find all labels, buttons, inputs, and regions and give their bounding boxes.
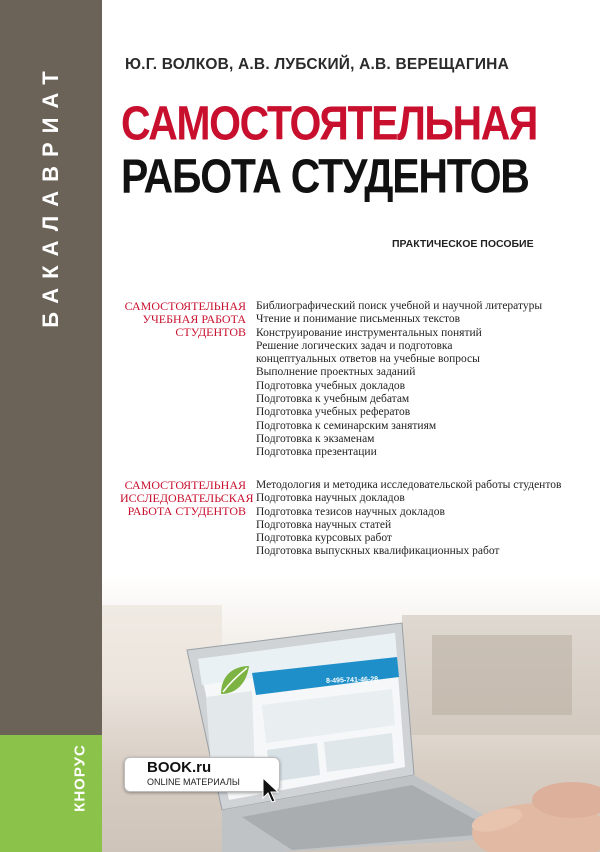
title-line-1: САМОСТОЯТЕЛЬНАЯ xyxy=(121,96,537,151)
badge-title: BOOK.ru xyxy=(147,759,212,776)
laptop-photo xyxy=(102,575,600,852)
list-item: Подготовка презентации xyxy=(256,446,377,459)
section-2-label xyxy=(120,478,254,518)
list-item: Подготовка учебных рефератов xyxy=(256,406,411,419)
list-item: концептуальных ответов на учебные вопросы xyxy=(256,353,480,366)
laptop-illustration xyxy=(102,575,600,852)
screen-phone-number: 8-495-741-46-28 xyxy=(325,676,379,685)
list-item: Подготовка к семинарским занятиям xyxy=(256,419,437,432)
badge-subtitle: ONLINE МАТЕРИАЛЫ xyxy=(147,777,240,787)
list-item: Решение логических задач и подготовка xyxy=(256,339,453,352)
section-1-label xyxy=(120,300,246,339)
title-line-2: РАБОТА СТУДЕНТОВ xyxy=(121,149,529,204)
section-2-list xyxy=(256,479,561,559)
list-item: Подготовка выпускных квалификационных работ xyxy=(256,545,500,558)
list-item: Подготовка научных статей xyxy=(256,518,392,531)
section-2-label-line: РАБОТА СТУДЕНТОВ xyxy=(127,504,246,518)
list-item: Подготовка тезисов научных докладов xyxy=(256,505,445,518)
section-1-label-line: САМОСТОЯТЕЛЬНАЯ xyxy=(124,299,246,313)
list-item: Подготовка к учебным дебатам xyxy=(256,393,410,406)
book-ru-badge xyxy=(124,757,280,792)
section-2-label-line: САМОСТОЯТЕЛЬНАЯ xyxy=(124,478,246,492)
leaf-logo-icon xyxy=(215,660,255,700)
list-item: Подготовка к экзаменам xyxy=(256,432,375,445)
list-item: Библиографический поиск учебной и научной литературы xyxy=(256,300,543,312)
list-item: Подготовка курсовых работ xyxy=(256,532,392,545)
subtitle: ПРАКТИЧЕСКОЕ ПОСОБИЕ xyxy=(392,238,534,250)
publisher-label: КНОРУС xyxy=(71,744,89,812)
section-1-list xyxy=(256,300,542,460)
authors: Ю.Г. ВОЛКОВ, А.В. ЛУБСКИЙ, А.В. ВЕРЕЩАГИНА xyxy=(125,56,509,73)
section-1-label-line: СТУДЕНТОВ xyxy=(175,325,246,339)
list-item: Конструирование инструментальных понятий xyxy=(256,326,482,339)
list-item: Подготовка научных докладов xyxy=(256,492,405,505)
section-1-label-line: УЧЕБНАЯ РАБОТА xyxy=(142,312,246,326)
series-label: БАКАЛАВРИАТ xyxy=(38,62,63,328)
section-2-label-line: ИССЛЕДОВАТЕЛЬСКАЯ xyxy=(120,491,254,505)
cursor-arrow-icon xyxy=(262,777,280,803)
list-item: Чтение и понимание письменных текстов xyxy=(256,313,461,326)
list-item: Выполнение проектных заданий xyxy=(256,366,416,379)
list-item: Подготовка учебных докладов xyxy=(256,379,406,392)
list-item: Методология и методика исследовательской работы студентов xyxy=(256,479,562,491)
